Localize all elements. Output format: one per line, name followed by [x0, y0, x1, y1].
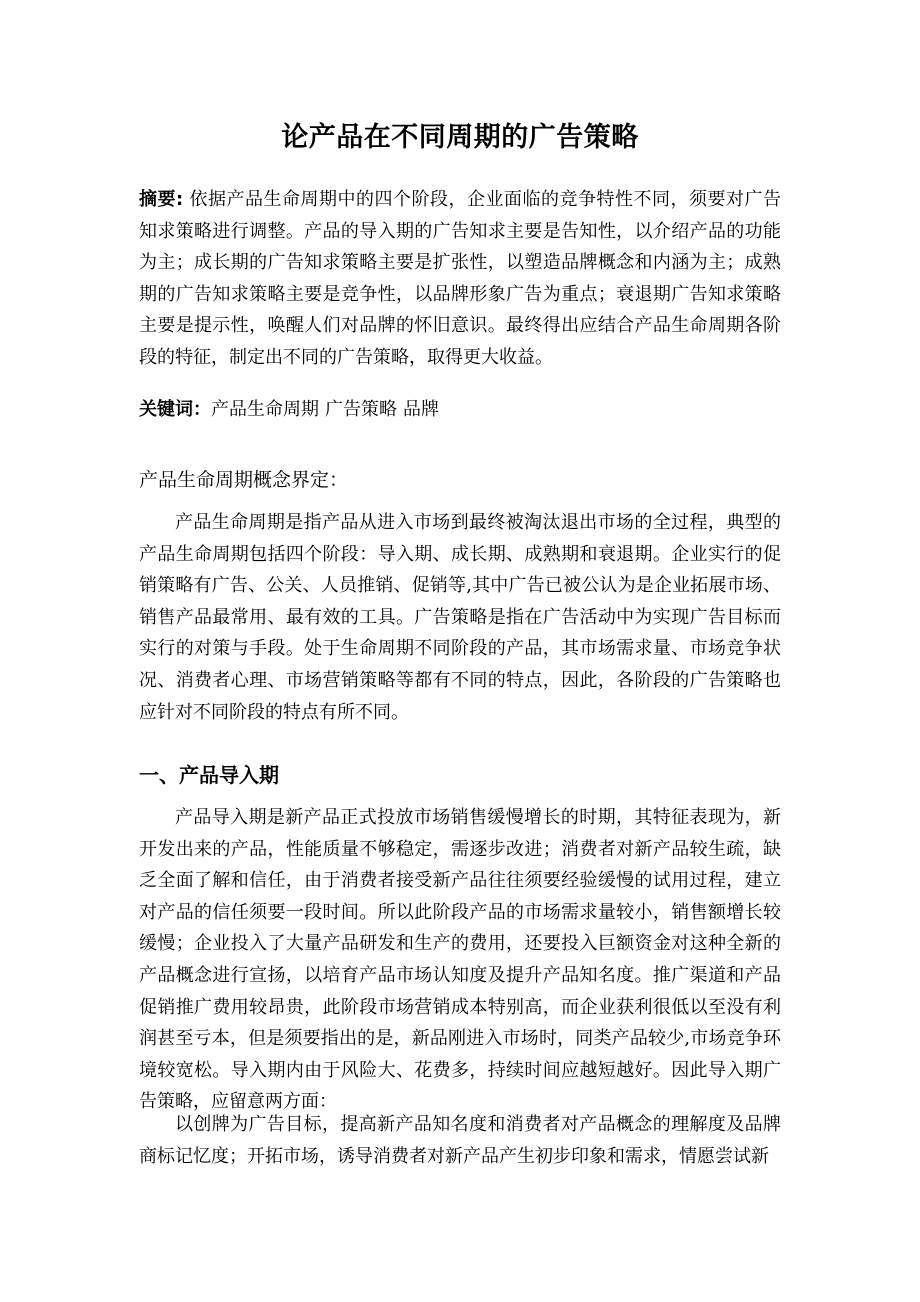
keywords — [139, 394, 781, 426]
section-heading-concept: 产品生命周期概念界定： — [139, 469, 349, 491]
paragraph-introduction-stage: 产品导入期是新产品正式投放市场销售缓慢增长的时期，其特征表现为，新开发出来的产品，性能质量不够稳定，需逐步改进；消费者对新产品较生疏，缺乏全面了解和信任，由于消费者接受新产品往往须要经验缓慢的试用过程，建立对产品的信任须要一段时间。所以此阶段产品的市场需求量较小，销售额增长较缓慢；企业投入了大量产品研发和生产的费用，还要投入巨额资金对这种全新的产品概念进行宣扬，以培育产品市场认知度及提升产品知名度。推广渠道和产品促销推广费用较昂贵，此阶段市场营销成本特别高，而企业获利很低以至没有利润甚至亏本，但是须要指出的是，新品刚进入市场时，同类产品较少,市场竞争环境较宽松。导入期内由于风险大、花费多，持续时间应越短越好。因此导入期广告策略，应留意两方面： — [139, 807, 781, 1113]
paragraph-introduction-strategy: 以创牌为广告目标，提高新产品知名度和消费者对产品概念的理解度及品牌商标记忆度；开拓市场，诱导消费者对新产品产生初步印象和需求，情愿尝试新 — [139, 1114, 781, 1167]
abstract-text: 依据产品生命周期中的四个阶段，企业面临的竞争特性不同，须要对广告知求策略进行调整。产品的导入期的广告知求主要是告知性，以介绍产品的功能为主；成长期的广告知求策略主要是扩张性，以塑造品牌概念和内涵为主；成熟期的广告知求策略主要是竞争性，以品牌形象广告为重点；衰退期广告知求策略主要是提示性，唤醒人们对品牌的怀旧意识。最终得出应结合产品生命周期各阶段的特征，制定出不同的广告策略，取得更大收益。 — [139, 189, 781, 368]
keyword-item: 广告策略 — [325, 399, 397, 420]
keyword-item: 品牌 — [403, 399, 439, 420]
keywords-label: 关键词： — [139, 399, 211, 420]
paragraph-concept: 产品生命周期是指产品从进入市场到最终被淘汰退出市场的全过程，典型的产品生命周期包括四个阶段：导入期、成长期、成熟期和衰退期。企业实行的促销策略有广告、公关、人员推销、促销等,其中广告已被公认为是企业拓展市场、销售产品最常用、最有效的工具。广告策略是指在广告活动中为实现广告目标而实行的对策与手段。处于生命周期不同阶段的产品，其市场需求量、市场竞争状况、消费者心理、市场营销策略等都有不同的特点，因此，各阶段的广告策略也应针对不同阶段的特点有所不同。 — [139, 512, 781, 723]
keyword-item: 产品生命周期 — [211, 399, 319, 420]
abstract-label: 摘要: — [139, 189, 184, 210]
abstract — [139, 184, 781, 374]
document-title: 论产品在不同周期的广告策略 — [281, 122, 639, 153]
section-heading-introduction-stage: 一、产品导入期 — [139, 763, 279, 787]
